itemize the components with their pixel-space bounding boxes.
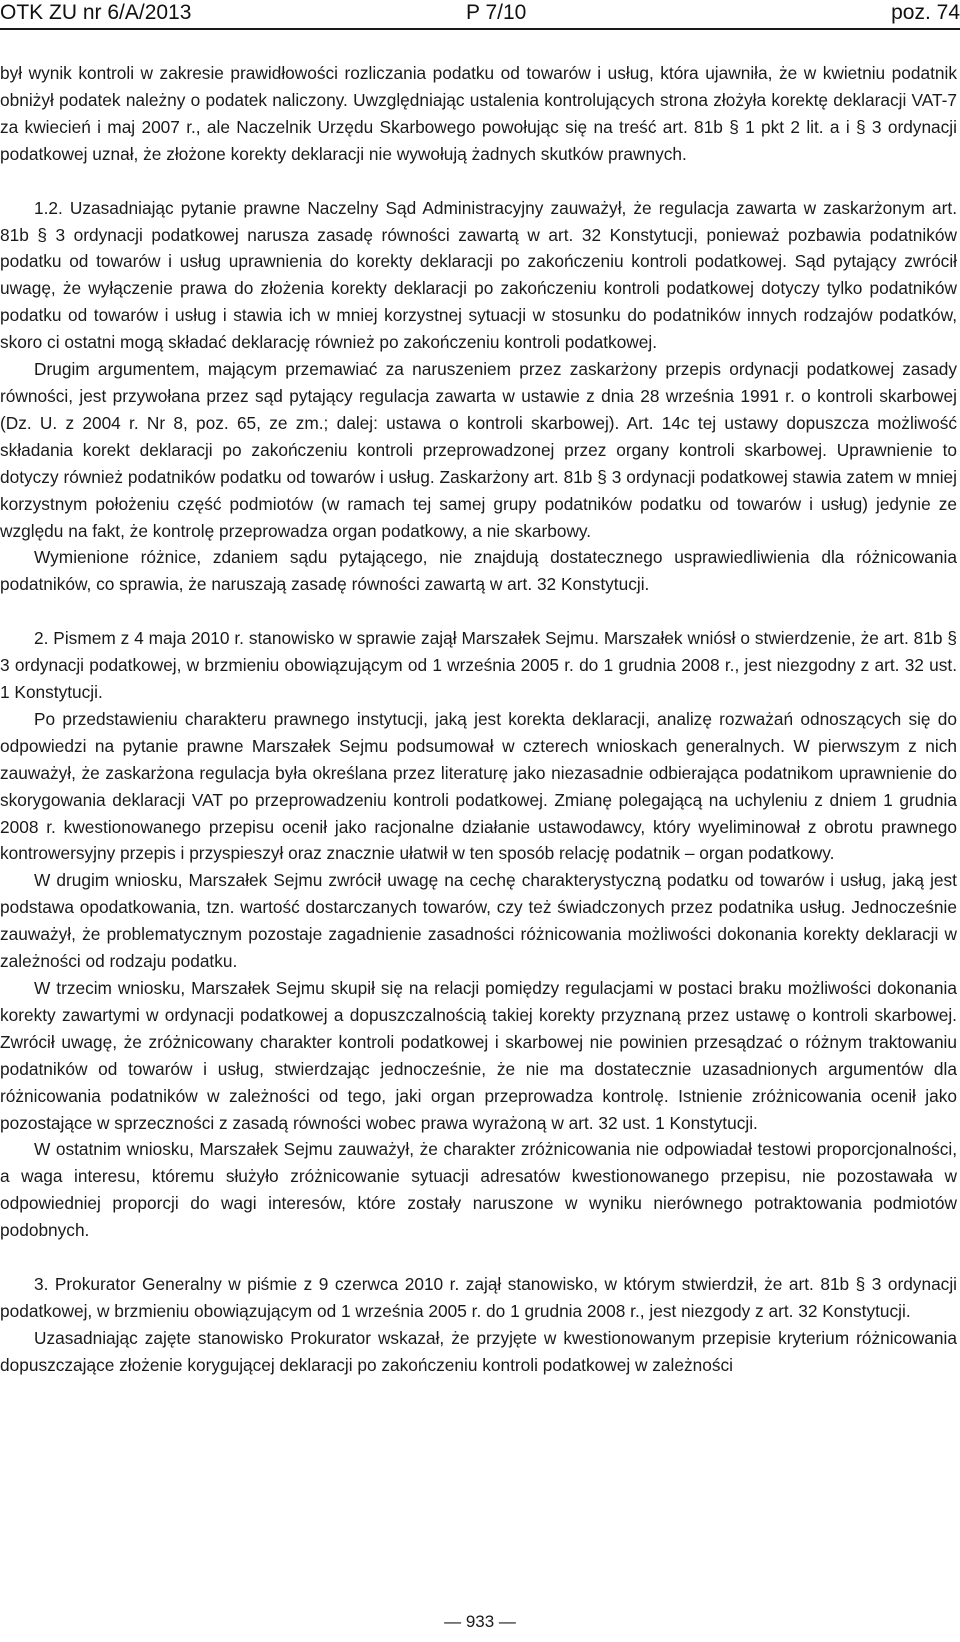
paragraph-second-argument: Drugim argumentem, mającym przemawiać za naruszeniem przez zaskarżony przepis ordynacji podatkowej zasady równości, jest przywołana przez sąd pytający regulacja zawarta w ustawie z dnia 28 września 1991 r. o kontroli skarbowej (Dz. U. z 2004 r. Nr 8, poz. 65, ze zm.; dalej: ustawa o kontroli skarbowej). Art. 14c tej ustawy dopuszcza możliwość składania korekt deklaracji po zakończeniu kontroli przeprowadzonej przez organy kontroli skarbowej. Uprawnienie to dotyczy również podatników podatku od towarów i usług. Zaskarżony art. 81b § 3 ordynacji podatkowej stawia zatem w mniej korzystnym położeniu część podmiotów (w ramach tej samej grupy podatników podatku od towarów i usług) jedynie ze względu na fakt, że kontrolę przeprowadza organ podatkowy, a nie skarbowy. [0,359,957,541]
position-number: poz. 74 [891,1,960,24]
paragraph-first-conclusion: Po przedstawieniu charakteru prawnego instytucji, jaką jest korekta deklaracji, analizę rozważań odnoszących się do odpowiedzi na pytanie prawne Marszałek Sejmu podsumował w czterech wnioskach generalnych. W pierwszym z nich zauważył, że zaskarżona regulacja była określana przez literaturę jako niezasadnie odbierająca podatnikom uprawnienie do skorygowania deklaracji VAT po przeprowadzeniu kontroli podatkowej. Zmianę polegającą na uchyleniu z dniem 1 grudnia 2008 r. kwestionowanego przepisu ocenił jako racjonalne działanie ustawodawcy, który wyeliminował z obrotu prawnego kontrowersyjny przepis i przyspieszył oraz znacznie ułatwił w ten sposób relację podatnik – organ podatkowy. [0,708,957,864]
running-header [0,0,960,36]
page-counter: P 7/10 [466,1,527,24]
paragraph-differences: Wymienione różnice, zdaniem sądu pytającego, nie znajdują dostatecznego usprawiedliwienia dla różnicowania podatników, co sprawia, że naruszają zasadę równości zawartą w art. 32 Konstytucji. [0,547,957,595]
page-number: — 933 — [444,1612,516,1631]
paragraph-prosecutor-reasoning: Uzasadniając zajęte stanowisko Prokurator wskazał, że przyjęte w kwestionowanym przepisie kryterium różnicowania dopuszczające złożenie korygującej deklaracji po zakończeniu kontroli podatkowej w zależności [0,1327,957,1375]
paragraph-last-conclusion: W ostatnim wniosku, Marszałek Sejmu zauważył, że charakter zróżnicowania nie odpowiadał testowi proporcjonalności, a waga interesu, któremu służyło zróżnicowanie sytuacji adresatów kwestionowanego przepisu, nie pozostawała w odpowiedniej proporcji do wagi interesów, które zostały naruszone w wyniku nierównego potraktowania podmiotów podobnych. [0,1139,957,1241]
paragraph-continuation: był wynik kontroli w zakresie prawidłowości rozliczania podatku od towarów i usług, która ujawniła, że w kwietniu podatnik obniżył podatek należny o podatek naliczony. Uwzględniając ustalenia kontrolujących strona złożyła korektę deklaracji VAT-7 za kwiecień i maj 2007 r., ale Naczelnik Urzędu Skarbowego powołując się na treść art. 81b § 1 pkt 2 lit. a i § 3 ordynacji podatkowej uznał, że złożone korekty deklaracji nie wywołują żadnych skutków prawnych. [0,63,957,164]
paragraph-2-marshal: 2. Pismem z 4 maja 2010 r. stanowisko w sprawie zajął Marszałek Sejmu. Marszałek wniósł o stwierdzenie, że art. 81b § 3 ordynacji podatkowej, w brzmieniu obowiązującym od 1 września 2005 r. do 1 grudnia 2008 r., jest niezgodny z art. 32 ust. 1 Konstytucji. [0,628,957,703]
paragraph-1-2: 1.2. Uzasadniając pytanie prawne Naczelny Sąd Administracyjny zauważył, że regulacja zawarta w zaskarżonym art. 81b § 3 ordynacji podatkowej narusza zasadę równości zawartą w art. 32 Konstytucji, ponieważ pozbawia podatników podatku od towarów i usług uprawnienia do korekty deklaracji po zakończeniu kontroli podatkowej. Sąd pytający zwrócił uwagę, że wyłączenie prawa do złożenia korekty deklaracji po zakończeniu kontroli podatkowej dotyczy tylko podatników podatku od towarów i usług i stawia ich w mniej korzystnej sytuacji w stosunku do podatników innych rodzajów podatków, skoro ci ostatni mogą składać deklarację również po zakończeniu kontroli podatkowej. [0,197,957,353]
document-body [0,60,957,1379]
journal-reference: OTK ZU nr 6/A/2013 [0,1,192,24]
paragraph-3-prosecutor: 3. Prokurator Generalny w piśmie z 9 czerwca 2010 r. zajął stanowisko, w którym stwierdził, że art. 81b § 3 ordynacji podatkowej, w brzmieniu obowiązującym od 1 września 2005 r. do 1 grudnia 2008 r., jest niezgody z art. 32 Konstytucji. [0,1274,957,1321]
paragraph-second-conclusion: W drugim wniosku, Marszałek Sejmu zwrócił uwagę na cechę charakterystyczną podatku od towarów i usług, jaką jest podstawa opodatkowania, tzn. wartość dostarczanych towarów, czy też świadczonych przez podatnika usług. Jednocześnie zauważył, że problematycznym pozostaje zagadnienie zasadności różnicowania możliwości dokonania korekty deklaracji w zależności od rodzaju podatku. [0,870,957,972]
paragraph-third-conclusion: W trzecim wniosku, Marszałek Sejmu skupił się na relacji pomiędzy regulacjami w postaci braku możliwości dokonania korekty zawartymi w ordynacji podatkowej a dopuszczalnością takiej korekty przyznaną przez ustawę o kontroli skarbowej. Zwrócił uwagę, że zróżnicowany charakter kontroli podatkowej i skarbowej nie powinien przesądzać o różnym traktowaniu podatników od towarów i usług, stwierdzając jednocześnie, że nie ma dostatecznie uzasadnionych argumentów dla różnicowania podatników w zależności od tego, jaki organ przeprowadza kontrolę. Istnienie zróżnicowania ocenił jako pozostające w sprzeczności z zasadą równości wobec prawa wyrażoną w art. 32 ust. 1 Konstytucji. [0,978,957,1133]
header-divider [0,28,960,30]
